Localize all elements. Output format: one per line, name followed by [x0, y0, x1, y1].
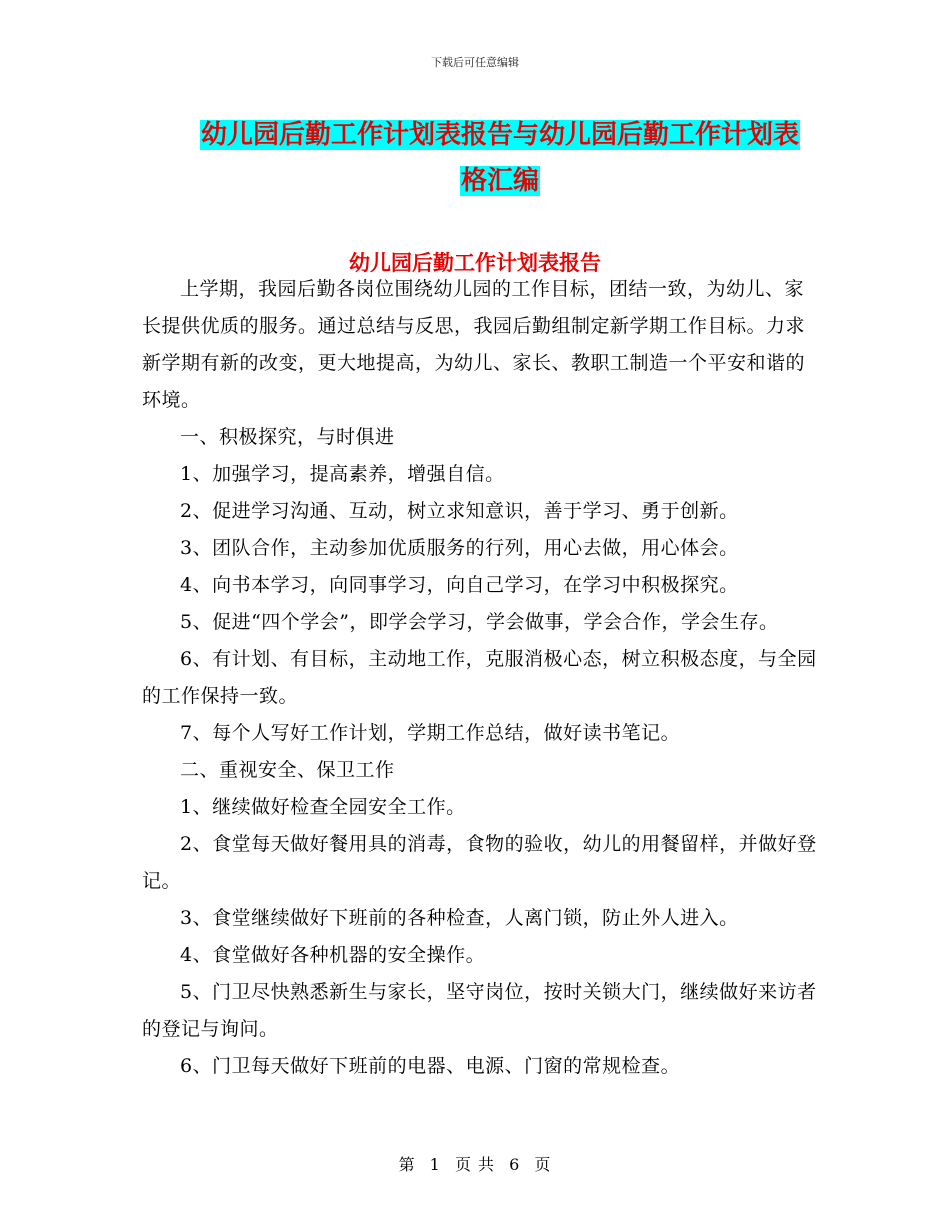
paragraph: 4、食堂做好各种机器的安全操作。 — [180, 944, 486, 966]
page-total: 6 — [509, 1155, 521, 1174]
paragraph: 4、向书本学习，向同事学习，向自己学习，在学习中积极探究。 — [180, 574, 739, 596]
title-line-2: 格汇编 — [460, 166, 539, 196]
paragraph: 2、食堂每天做好餐用具的消毒，食物的验收，幼儿的用餐留样，并做好登记。 — [142, 833, 817, 892]
paragraph: 1、加强学习，提高素养，增强自信。 — [180, 463, 505, 485]
page-number: 1 — [429, 1155, 441, 1174]
footer-mid: 页 共 — [454, 1155, 496, 1174]
title-line-1: 幼儿园后勤工作计划表报告与幼儿园后勤工作计划表 — [200, 120, 799, 150]
paragraph: 上学期，我园后勤各岗位围绕幼儿园的工作目标，团结一致，为幼儿、家长提供优质的服务。通过总结与反思，我园后勤组制定新学期工作目标。力求新学期有新的改变，更大地提高，为幼儿、家长、教职工制造一个平安和谐的环境。 — [142, 278, 806, 411]
section-title: 幼儿园后勤工作计划表报告 — [349, 250, 601, 275]
document-body — [142, 271, 822, 1085]
paragraph: 5、促进“四个学会”，即学会学习，学会做事，学会合作，学会生存。 — [180, 611, 779, 633]
paragraph: 2、促进学习沟通、互动，树立求知意识，善于学习、勇于创新。 — [180, 500, 739, 522]
document-title — [150, 112, 850, 204]
paragraph: 6、门卫每天做好下班前的电器、电源、门窗的常规检查。 — [180, 1055, 681, 1077]
paragraph: 6、有计划、有目标，主动地工作，克服消极心态，树立积极态度，与全园的工作保持一致。 — [142, 648, 817, 707]
paragraph: 5、门卫尽快熟悉新生与家长，坚守岗位，按时关锁大门，继续做好来访者的登记与询问。 — [142, 981, 817, 1040]
footer-suffix: 页 — [534, 1155, 552, 1174]
paragraph: 二、重视安全、保卫工作 — [180, 759, 395, 781]
paragraph: 3、食堂继续做好下班前的各种检查，人离门锁，防止外人进入。 — [180, 907, 739, 929]
paragraph: 7、每个人写好工作计划，学期工作总结，做好读书笔记。 — [180, 722, 681, 744]
paragraph: 一、积极探究，与时俱进 — [180, 426, 395, 448]
footer-prefix: 第 — [398, 1155, 416, 1174]
paragraph: 3、团队合作，主动参加优质服务的行列，用心去做，用心体会。 — [180, 537, 739, 559]
page-footer — [0, 1152, 950, 1175]
paragraph: 1、继续做好检查全园安全工作。 — [180, 796, 466, 818]
header-note: 下载后可任意编辑 — [431, 56, 519, 69]
